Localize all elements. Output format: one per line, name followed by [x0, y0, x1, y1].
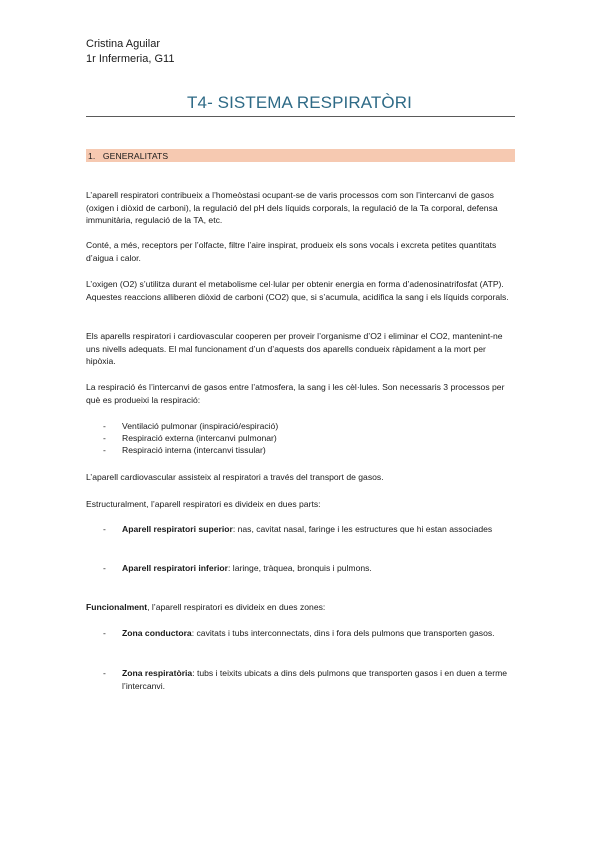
paragraph-8-bold: Funcionalment [86, 602, 148, 612]
section-number: 1. [88, 151, 96, 161]
course-label: 1r Infermeria, G11 [86, 53, 175, 65]
section-label: GENERALITATS [102, 151, 169, 161]
list-bullet: - [103, 524, 106, 534]
paragraph-2: Conté, a més, receptors per l’olfacte, filtre l’aire inspirat, produeix els sons vocals i excreta petites quantitats d’aigua i calor. [86, 240, 497, 263]
list-item [122, 562, 517, 575]
title-divider [86, 116, 515, 117]
list-item-term: Zona conductora [122, 628, 192, 638]
list-item: Ventilació pulmonar (inspiració/espiració) [122, 421, 279, 431]
list-item-term: Aparell respiratori inferior [122, 563, 229, 573]
list-bullet: - [103, 433, 106, 443]
list-item: Respiració externa (intercanvi pulmonar) [122, 433, 277, 443]
list-item [122, 667, 517, 692]
list-item [122, 627, 517, 640]
paragraph-7: Estructuralment, l’aparell respiratori es divideix en dues parts: [86, 499, 321, 509]
list-bullet: - [103, 563, 106, 573]
list-item: Respiració interna (intercanvi tissular) [122, 445, 266, 455]
list-bullet: - [103, 421, 106, 431]
list-item-term: Aparell respiratori superior [122, 524, 233, 534]
paragraph-8-rest: , l’aparell respiratori es divideix en dues zones: [147, 602, 326, 612]
document-header [86, 37, 174, 67]
list-item-term: Zona respiratòria [122, 668, 193, 678]
document-title: T4- SISTEMA RESPIRATÒRI [187, 93, 412, 112]
list-item-desc: : nas, cavitat nasal, faringe i les estructures que hi estan associades [232, 524, 493, 534]
list-bullet: - [103, 445, 106, 455]
paragraph-1: L’aparell respiratori contribueix a l’homeòstasi ocupant-se de varis processos com son l’intercanvi de gasos (oxigen i diòxid de carboni), la regulació del pH dels líquids corporals, la regulació de la Ta corporal, defensa immunitària, regulació de la TA, etc. [86, 190, 498, 225]
paragraph-8 [86, 601, 516, 614]
paragraph-3: L’oxigen (O2) s’utilitza durant el metabolisme cel·lular per obtenir energia en forma d’adenosinatrifosfat (ATP). Aquestes reaccions alliberen diòxid de carboni (CO2) que, si s’acumula, acidifica la sang i els líquids corporals. [86, 279, 509, 302]
section-heading [88, 150, 168, 162]
paragraph-5: La respiració és l’intercanvi de gasos entre l’atmosfera, la sang i les cèl·lules. Son necessaris 3 processos per què es produeixi la respiració: [86, 382, 505, 405]
author-name: Cristina Aguilar [86, 38, 160, 50]
list-bullet: - [103, 628, 106, 638]
list-item-desc: : cavitats i tubs interconnectats, dins i fora dels pulmons que transporten gasos. [191, 628, 495, 638]
list-item-desc: : laringe, tràquea, bronquis i pulmons. [228, 563, 372, 573]
list-item [122, 523, 517, 536]
list-bullet: - [103, 668, 106, 678]
paragraph-4: Els aparells respiratori i cardiovascular cooperen per proveir l’organisme d’O2 i eliminar el CO2, mantenint-ne uns nivells adequats. El mal funcionament d’un d’aquests dos aparells condueix ràpidament a la mort per hipòxia. [86, 331, 503, 366]
paragraph-6: L’aparell cardiovascular assisteix al respiratori a través del transport de gasos. [86, 472, 384, 482]
list-item-desc: : tubs i teixits ubicats a dins dels pulmons que transporten gasos i en duen a terme l’intercanvi. [122, 668, 508, 691]
